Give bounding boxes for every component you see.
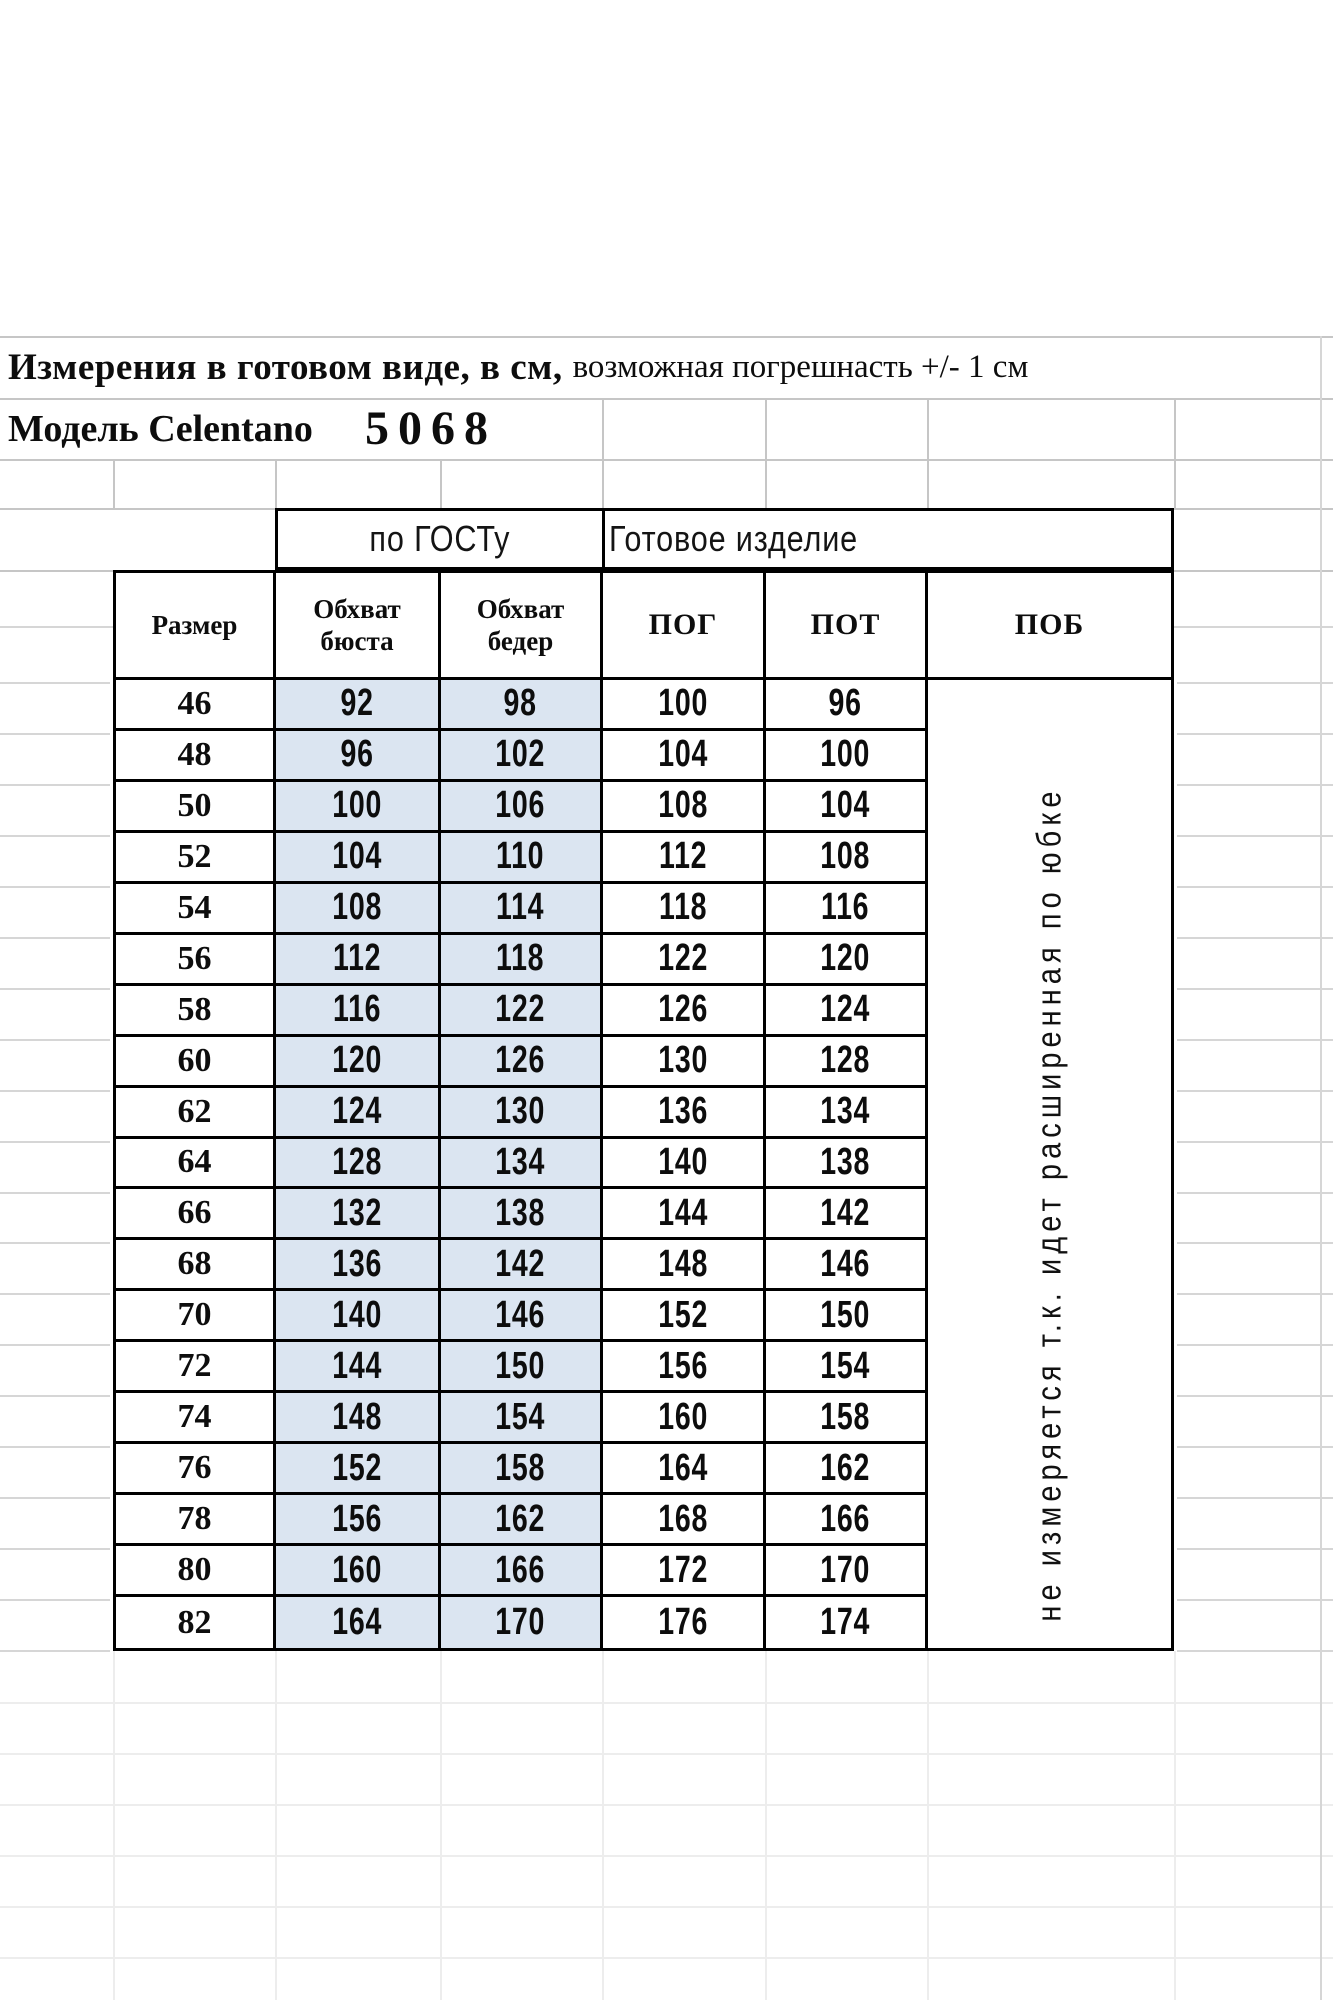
cell-pot: 162 bbox=[766, 1444, 928, 1495]
model-row bbox=[0, 398, 1333, 459]
cell-bust: 92 bbox=[276, 680, 441, 731]
cell-pot: 124 bbox=[766, 986, 928, 1037]
cell-pog: 104 bbox=[603, 731, 766, 782]
cell-bust: 116 bbox=[276, 986, 441, 1037]
cell-bust: 128 bbox=[276, 1139, 441, 1190]
pob-merged-cell bbox=[928, 680, 1171, 1648]
cell-pog: 112 bbox=[603, 833, 766, 884]
cell-hips: 102 bbox=[441, 731, 603, 782]
group-header-gost: по ГОСТу bbox=[369, 518, 511, 559]
column-header-pot: ПОТ bbox=[766, 573, 928, 680]
column-header-hips: Обхват бедер bbox=[441, 573, 603, 680]
cell-hips: 134 bbox=[441, 1139, 603, 1190]
cell-bust: 164 bbox=[276, 1597, 441, 1648]
cell-size: 62 bbox=[116, 1088, 276, 1139]
cell-size: 66 bbox=[116, 1189, 276, 1240]
cell-bust: 112 bbox=[276, 935, 441, 986]
cell-hips: 170 bbox=[441, 1597, 603, 1648]
cell-pog: 176 bbox=[603, 1597, 766, 1648]
cell-size: 72 bbox=[116, 1342, 276, 1393]
cell-pog: 108 bbox=[603, 782, 766, 833]
cell-pog: 152 bbox=[603, 1291, 766, 1342]
cell-size: 46 bbox=[116, 680, 276, 731]
cell-pog: 148 bbox=[603, 1240, 766, 1291]
cell-size: 80 bbox=[116, 1546, 276, 1597]
group-header-finished-product: Готовое изделие bbox=[602, 511, 1171, 567]
cell-size: 52 bbox=[116, 833, 276, 884]
cell-hips: 142 bbox=[441, 1240, 603, 1291]
cell-size: 54 bbox=[116, 884, 276, 935]
column-header-size: Размер bbox=[116, 573, 276, 680]
cell-hips: 110 bbox=[441, 833, 603, 884]
cell-pot: 120 bbox=[766, 935, 928, 986]
cell-pot: 116 bbox=[766, 884, 928, 935]
cell-hips: 166 bbox=[441, 1546, 603, 1597]
cell-pog: 140 bbox=[603, 1139, 766, 1190]
cell-pog: 100 bbox=[603, 680, 766, 731]
cell-size: 64 bbox=[116, 1139, 276, 1190]
model-label: Модель Celentano bbox=[8, 407, 313, 450]
cell-pot: 104 bbox=[766, 782, 928, 833]
cell-pot: 128 bbox=[766, 1037, 928, 1088]
cell-pot: 158 bbox=[766, 1393, 928, 1444]
cell-bust: 140 bbox=[276, 1291, 441, 1342]
cell-size: 56 bbox=[116, 935, 276, 986]
group-header-box bbox=[275, 508, 1174, 570]
sheet-title-tolerance: возможная погрешнасть +/- 1 см bbox=[572, 348, 1029, 385]
cell-size: 58 bbox=[116, 986, 276, 1037]
cell-pog: 156 bbox=[603, 1342, 766, 1393]
cell-pog: 118 bbox=[603, 884, 766, 935]
cell-pot: 108 bbox=[766, 833, 928, 884]
cell-hips: 98 bbox=[441, 680, 603, 731]
cell-hips: 138 bbox=[441, 1189, 603, 1240]
cell-pot: 96 bbox=[766, 680, 928, 731]
cell-size: 68 bbox=[116, 1240, 276, 1291]
cell-pot: 100 bbox=[766, 731, 928, 782]
cell-pot: 174 bbox=[766, 1597, 928, 1648]
cell-pot: 166 bbox=[766, 1495, 928, 1546]
cell-hips: 150 bbox=[441, 1342, 603, 1393]
cell-pot: 138 bbox=[766, 1139, 928, 1190]
cell-size: 50 bbox=[116, 782, 276, 833]
cell-pog: 164 bbox=[603, 1444, 766, 1495]
cell-pog: 130 bbox=[603, 1037, 766, 1088]
cell-pog: 168 bbox=[603, 1495, 766, 1546]
cell-hips: 146 bbox=[441, 1291, 603, 1342]
cell-bust: 96 bbox=[276, 731, 441, 782]
sheet-title-bold: Измерения в готовом виде, в см, bbox=[8, 346, 563, 388]
cell-bust: 120 bbox=[276, 1037, 441, 1088]
cell-hips: 106 bbox=[441, 782, 603, 833]
cell-pog: 122 bbox=[603, 935, 766, 986]
cell-hips: 126 bbox=[441, 1037, 603, 1088]
cell-bust: 104 bbox=[276, 833, 441, 884]
cell-size: 78 bbox=[116, 1495, 276, 1546]
model-number: 5068 bbox=[364, 402, 497, 455]
cell-size: 70 bbox=[116, 1291, 276, 1342]
cell-bust: 160 bbox=[276, 1546, 441, 1597]
cell-pot: 150 bbox=[766, 1291, 928, 1342]
cell-pot: 154 bbox=[766, 1342, 928, 1393]
cell-pog: 126 bbox=[603, 986, 766, 1037]
cell-size: 74 bbox=[116, 1393, 276, 1444]
cell-bust: 124 bbox=[276, 1088, 441, 1139]
cell-pot: 146 bbox=[766, 1240, 928, 1291]
cell-hips: 122 bbox=[441, 986, 603, 1037]
cell-bust: 152 bbox=[276, 1444, 441, 1495]
cell-pot: 170 bbox=[766, 1546, 928, 1597]
pob-note-rotated: не измеряется т.к. идет расширенная по юбке bbox=[1030, 786, 1068, 1622]
size-table bbox=[113, 570, 1174, 1651]
column-header-bust: Обхват бюста bbox=[276, 573, 441, 680]
cell-pog: 144 bbox=[603, 1189, 766, 1240]
cell-hips: 114 bbox=[441, 884, 603, 935]
cell-hips: 154 bbox=[441, 1393, 603, 1444]
sheet-title-row bbox=[0, 336, 1333, 398]
cell-bust: 100 bbox=[276, 782, 441, 833]
cell-hips: 162 bbox=[441, 1495, 603, 1546]
cell-hips: 130 bbox=[441, 1088, 603, 1139]
cell-pog: 172 bbox=[603, 1546, 766, 1597]
column-header-pog: ПОГ bbox=[603, 573, 766, 680]
cell-bust: 136 bbox=[276, 1240, 441, 1291]
cell-bust: 148 bbox=[276, 1393, 441, 1444]
cell-size: 60 bbox=[116, 1037, 276, 1088]
cell-bust: 156 bbox=[276, 1495, 441, 1546]
cell-pog: 160 bbox=[603, 1393, 766, 1444]
cell-pog: 136 bbox=[603, 1088, 766, 1139]
cell-size: 48 bbox=[116, 731, 276, 782]
cell-bust: 144 bbox=[276, 1342, 441, 1393]
cell-pot: 134 bbox=[766, 1088, 928, 1139]
column-header-pob: ПОБ bbox=[928, 573, 1171, 680]
cell-size: 82 bbox=[116, 1597, 276, 1648]
cell-bust: 132 bbox=[276, 1189, 441, 1240]
cell-hips: 158 bbox=[441, 1444, 603, 1495]
cell-size: 76 bbox=[116, 1444, 276, 1495]
cell-bust: 108 bbox=[276, 884, 441, 935]
cell-hips: 118 bbox=[441, 935, 603, 986]
cell-pot: 142 bbox=[766, 1189, 928, 1240]
